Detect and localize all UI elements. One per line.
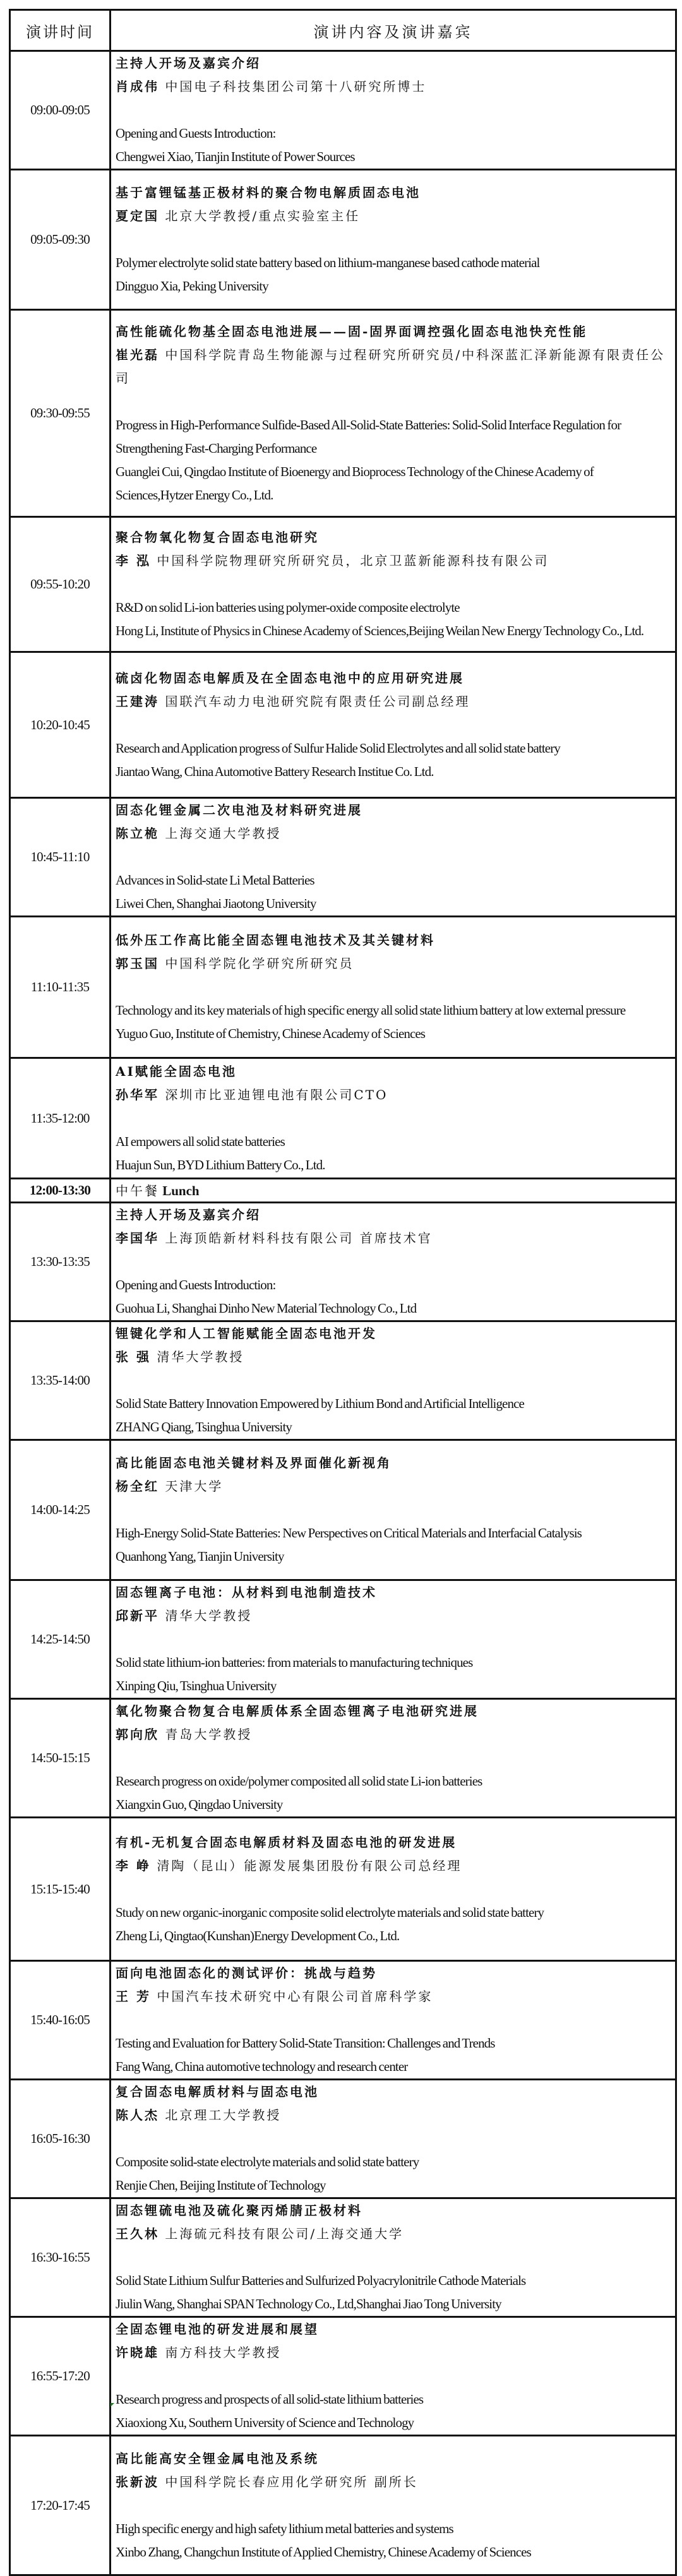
speaker-en: Xinping Qiu, Tsinghua University [116,1678,277,1693]
session-time: 14:50-15:15 [10,1699,111,1818]
session-title-zh: 复合固态电解质材料与固态电池 [116,2084,319,2099]
session-time: 11:35-12:00 [10,1058,111,1179]
session-time: 15:40-16:05 [10,1961,111,2080]
session-title-en: Research and Application progress of Sulfur Halide Solid Electrolytes and all solid state battery [116,740,560,756]
lunch-row [10,1179,676,1203]
cell-comment-indicator-icon [111,2403,114,2407]
speaker-en: Xiangxin Guo, Qingdao University [116,1797,283,1812]
session-title-zh: 固态锂硫电池及硫化聚丙烯腈正极材料 [116,2203,362,2218]
session-time: 13:30-13:35 [10,1203,111,1321]
speaker-en: ZHANG Qiang, Tsinghua University [116,1419,292,1434]
session-time: 09:30-09:55 [10,310,111,517]
session-content [111,517,676,652]
session-time: 09:05-09:30 [10,170,111,310]
session-time: 14:00-14:25 [10,1440,111,1580]
speaker-name-zh: 李国华 [116,1231,159,1246]
speaker-affiliation-zh: 中国科学院青岛生物能源与过程研究所研究员/中科深蓝汇泽新能源有限责任公司 [116,347,666,386]
session-row [10,917,676,1058]
session-content [111,1961,676,2080]
speaker-en: Xiaoxiong Xu, Southern University of Science and Technology [116,2415,414,2430]
session-row [10,1580,676,1699]
session-time: 13:35-14:00 [10,1321,111,1440]
session-time: 09:55-10:20 [10,517,111,652]
speaker-affiliation-zh: 中国电子科技集团公司第十八研究所博士 [165,79,427,94]
session-content [111,51,676,170]
speaker-name-zh: 李 峥 [116,1857,151,1873]
session-title-en: Opening and Guests Introduction: [116,1277,276,1292]
session-time: 09:00-09:05 [10,51,111,170]
speaker-en: Guanglei Cui, Qingdao Institute of Bioenergy and Bioprocess Technology of the Chinese Academy of Sciences,Hytzer Energy Co., Ltd. [116,463,594,503]
speaker-en: Xinbo Zhang, Changchun Institute of Applied Chemistry, Chinese Academy of Sciences [116,2544,531,2560]
session-content [111,170,676,310]
session-title-zh: 全固态锂电池的研发进展和展望 [116,2322,319,2337]
speaker-affiliation-zh: 中国科学院物理研究所研究员，北京卫蓝新能源科技有限公司 [157,553,549,568]
speaker-name-zh: 夏定国 [116,208,159,224]
session-content [111,1699,676,1818]
session-time: 16:30-16:55 [10,2198,111,2317]
speaker-affiliation-zh: 南方科技大学教授 [165,2345,282,2360]
session-row [10,170,676,310]
speaker-en: Huajun Sun, BYD Lithium Battery Co., Ltd. [116,1157,325,1172]
session-row [10,1203,676,1321]
session-row [10,798,676,917]
speaker-en: Dingguo Xia, Peking University [116,278,268,294]
session-content [111,1818,676,1961]
speaker-en: Jiantao Wang, China Automotive Battery Research Institue Co. Ltd. [116,763,434,779]
session-content [111,1580,676,1699]
speaker-affiliation-zh: 中国汽车技术研究中心有限公司首席科学家 [157,1989,433,2004]
session-row [10,1699,676,1818]
session-row [10,2198,676,2317]
speaker-name-zh: 张新波 [116,2474,159,2490]
session-title-zh: 有机-无机复合固态电解质材料及固态电池的研发进展 [116,1834,457,1850]
session-title-zh: 基于富锂锰基正极材料的聚合物电解质固态电池 [116,185,421,200]
session-title-zh: 主持人开场及嘉宾介绍 [116,1207,261,1222]
session-content [111,652,676,798]
speaker-name-zh: 王久林 [116,2226,159,2241]
speaker-en: Zheng Li, Qingtao(Kunshan)Energy Development Co., Ltd. [116,1928,400,1943]
speaker-en: Chengwei Xiao, Tianjin Institute of Power Sources [116,149,355,164]
session-content [111,1058,676,1179]
session-title-en: Testing and Evaluation for Battery Solid-State Transition: Challenges and Trends [116,2036,495,2051]
session-title-zh: 硫卤化物固态电解质及在全固态电池中的应用研究进展 [116,670,464,686]
speaker-name-zh: 孙华军 [116,1087,159,1102]
session-row [10,1321,676,1440]
lunch-label-zh: 中午餐 [116,1183,159,1198]
speaker-affiliation-zh: 中国科学院长春应用化学研究所 副所长 [165,2474,418,2490]
session-row [10,1961,676,2080]
speaker-affiliation-zh: 国联汽车动力电池研究院有限责任公司副总经理 [165,693,470,709]
speaker-affiliation-zh: 上海硫元科技有限公司/上海交通大学 [165,2226,404,2241]
session-title-zh: 高比能高安全锂金属电池及系统 [116,2450,319,2466]
session-time: 10:45-11:10 [10,798,111,917]
session-time: 16:55-17:20 [10,2317,111,2436]
speaker-en: Quanhong Yang, Tianjin University [116,1549,284,1564]
speaker-name-zh: 许晓雄 [116,2345,159,2360]
session-title-en: Solid State Battery Innovation Empowered by Lithium Bond and Artificial Intelligence [116,1396,524,1411]
session-row [10,51,676,170]
session-content [111,1321,676,1440]
session-row [10,310,676,517]
speaker-name-zh: 邱新平 [116,1608,159,1623]
speaker-affiliation-zh: 天津大学 [165,1479,224,1494]
session-title-zh: AI赋能全固态电池 [116,1063,237,1079]
header-content: 演讲内容及演讲嘉宾 [111,10,676,51]
session-time: 14:25-14:50 [10,1580,111,1699]
session-title-zh: 主持人开场及嘉宾介绍 [116,56,261,71]
session-title-zh: 锂键化学和人工智能赋能全固态电池开发 [116,1326,377,1341]
session-title-en: High-Energy Solid-State Batteries: New Perspectives on Critical Materials and Interfacial Catalysis [116,1525,582,1541]
speaker-name-zh: 陈立桅 [116,826,159,841]
session-title-en: Solid State Lithium Sulfur Batteries and Sulfurized Polyacrylonitrile Cathode Materials [116,2273,526,2288]
speaker-name-zh: 王 芳 [116,1989,151,2004]
session-title-zh: 氧化物聚合物复合电解质体系全固态锂离子电池研究进展 [116,1703,479,1719]
session-row [10,517,676,652]
speaker-name-zh: 张 强 [116,1349,151,1364]
header-time: 演讲时间 [10,10,111,51]
session-title-en: Progress in High-Performance Sulfide-Based All-Solid-State Batteries: Solid-Solid Interface Regulation for Strengthening Fast-Charging Performance [116,417,621,456]
session-time: 17:20-17:45 [10,2436,111,2575]
speaker-name-zh: 郭向欣 [116,1727,159,1742]
session-row [10,2436,676,2575]
speaker-name-zh: 崔光磊 [116,347,159,362]
speaker-affiliation-zh: 青岛大学教授 [165,1727,253,1742]
speaker-name-zh: 郭玉国 [116,956,159,971]
session-title-en: Research progress and prospects of all solid-state lithium batteries [116,2392,424,2407]
speaker-name-zh: 肖成伟 [116,79,159,94]
session-title-en: Opening and Guests Introduction: [116,126,276,141]
session-title-en: Study on new organic-inorganic composite solid electrolyte materials and solid state battery [116,1904,544,1920]
speaker-affiliation-zh: 清华大学教授 [157,1349,244,1364]
speaker-en: Guohua Li, Shanghai Dinho New Material Technology Co., Ltd [116,1301,417,1316]
speaker-en: Liwei Chen, Shanghai Jiaotong University [116,896,316,911]
session-title-en: High specific energy and high safety lithium metal batteries and systems [116,2520,453,2536]
lunch-time: 12:00-13:30 [10,1179,111,1203]
session-content [111,2080,676,2198]
lunch-content [111,1179,676,1203]
session-content [111,798,676,917]
session-title-zh: 固态化锂金属二次电池及材料研究进展 [116,802,362,818]
session-content [111,2436,676,2575]
speaker-affiliation-zh: 深圳市比亚迪锂电池有限公司CTO [165,1087,388,1102]
speaker-affiliation-zh: 北京理工大学教授 [165,2108,282,2123]
session-content [111,917,676,1058]
session-title-zh: 固态锂离子电池：从材料到电池制造技术 [116,1585,377,1600]
speaker-affiliation-zh: 清陶（昆山）能源发展集团股份有限公司总经理 [157,1857,462,1873]
session-title-zh: 高性能硫化物基全固态电池进展——固-固界面调控强化固态电池快充性能 [116,323,588,339]
table-header [10,10,676,51]
session-time: 11:10-11:35 [10,917,111,1058]
session-title-zh: 低外压工作高比能全固态锂电池技术及其关键材料 [116,933,435,948]
session-row [10,2317,676,2436]
session-content [111,2198,676,2317]
speaker-en: Fang Wang, China automotive technology and research center [116,2059,408,2074]
speaker-en: Renjie Chen, Beijing Institute of Technology [116,2178,326,2193]
session-row [10,1818,676,1961]
session-content [111,1440,676,1580]
session-title-en: AI empowers all solid state batteries [116,1133,285,1149]
session-row [10,2080,676,2198]
session-row [10,1058,676,1179]
session-time: 16:05-16:30 [10,2080,111,2198]
session-title-zh: 高比能固态电池关键材料及界面催化新视角 [116,1455,392,1470]
session-title-zh: 聚合物氧化物复合固态电池研究 [116,530,319,545]
session-title-en: Solid state lithium-ion batteries: from materials to manufacturing techniques [116,1655,473,1670]
speaker-affiliation-zh: 上海交通大学教授 [165,826,282,841]
speaker-affiliation-zh: 中国科学院化学研究所研究员 [165,956,354,971]
agenda-table [9,9,677,2576]
speaker-affiliation-zh: 上海顶皓新材料科技有限公司 首席技术官 [165,1231,433,1246]
speaker-name-zh: 陈人杰 [116,2108,159,2123]
session-content [111,310,676,517]
session-time: 15:15-15:40 [10,1818,111,1961]
speaker-affiliation-zh: 清华大学教授 [165,1608,253,1623]
speaker-en: Jiulin Wang, Shanghai SPAN Technology Co., Ltd,Shanghai Jiao Tong University [116,2296,501,2311]
speaker-name-zh: 李 泓 [116,553,151,568]
speaker-name-zh: 王建涛 [116,693,159,709]
lunch-label-en: Lunch [162,1183,200,1198]
speaker-en: Hong Li, Institute of Physics in Chinese Academy of Sciences,Beijing Weilan New Energy Technology Co., Ltd. [116,623,644,638]
session-time: 10:20-10:45 [10,652,111,798]
session-title-en: Polymer electrolyte solid state battery based on lithium-manganese based cathode material [116,255,540,270]
session-title-en: Composite solid-state electrolyte materials and solid state battery [116,2154,419,2169]
session-title-zh: 面向电池固态化的测试评价：挑战与趋势 [116,1965,377,1981]
session-content [111,2317,676,2436]
speaker-affiliation-zh: 北京大学教授/重点实验室主任 [165,208,361,224]
session-title-en: Advances in Solid-state Li Metal Batteries [116,873,314,888]
speaker-name-zh: 杨全红 [116,1479,159,1494]
session-row [10,652,676,798]
session-title-en: Research progress on oxide/polymer composited all solid state Li-ion batteries [116,1774,482,1789]
speaker-en: Yuguo Guo, Institute of Chemistry, Chinese Academy of Sciences [116,1026,426,1041]
session-content [111,1203,676,1321]
session-title-en: R&D on solid Li-ion batteries using polymer-oxide composite electrolyte [116,600,460,615]
session-row [10,1440,676,1580]
session-title-en: Technology and its key materials of high specific energy all solid state lithium battery at low external pressure [116,1003,626,1018]
